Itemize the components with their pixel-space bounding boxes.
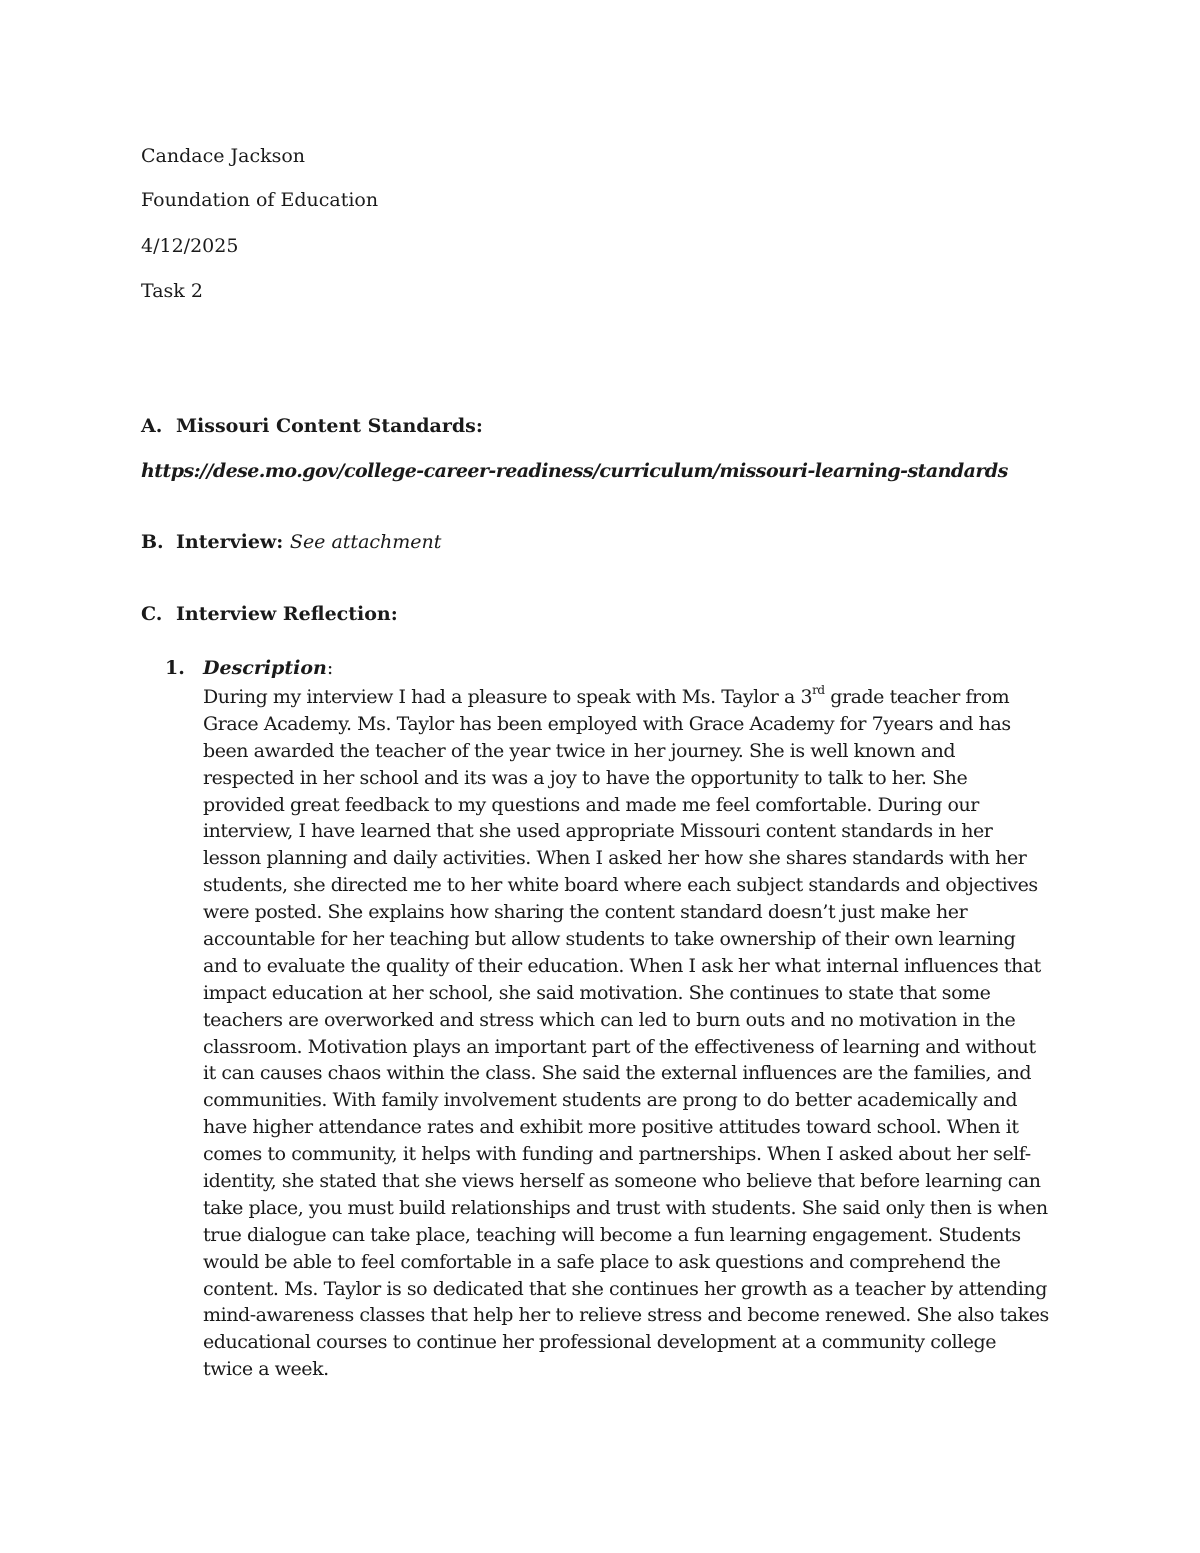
course-name: Foundation of Education (141, 189, 379, 211)
description-title: Description (203, 657, 327, 679)
description-number: 1. (165, 657, 185, 679)
paragraph-line: it can causes chaos within the class. She said the external influences are the families, and (203, 1062, 1032, 1085)
paragraph-line: been awarded the teacher of the year twice in her journey. She is well known and (203, 739, 956, 762)
paragraph-line: accountable for her teaching but allow students to take ownership of their own learning (203, 928, 1016, 951)
description-heading (165, 656, 333, 680)
paragraph-line: classroom. Motivation plays an important part of the effectiveness of learning and without (203, 1035, 1036, 1058)
paragraph-line: take place, you must build relationships and trust with students. She said only then is when (203, 1196, 1048, 1219)
paragraph-line: students, she directed me to her white board where each subject standards and objectives (203, 874, 1038, 897)
paragraph-line: mind-awareness classes that help her to relieve stress and become renewed. She also takes (203, 1304, 1049, 1327)
paragraph-line: During my interview I had a pleasure to speak with Ms. Taylor a 3rd grade teacher from (203, 682, 1010, 708)
paragraph-line: true dialogue can take place, teaching will become a fun learning engagement. Students (203, 1223, 1021, 1246)
paragraph-line: respected in her school and its was a joy to have the opportunity to talk to her. She (203, 766, 968, 789)
paragraph-line: and to evaluate the quality of their education. When I ask her what internal influences that (203, 954, 1041, 977)
paragraph-line: interview, I have learned that she used appropriate Missouri content standards in her (203, 820, 993, 843)
paragraph-line: content. Ms. Taylor is so dedicated that she continues her growth as a teacher by attending (203, 1277, 1047, 1300)
author-name: Candace Jackson (141, 145, 306, 167)
section-a-heading (141, 414, 483, 438)
paragraph-line: lesson planning and daily activities. When I asked her how she shares standards with her (203, 847, 1027, 870)
task-label: Task 2 (141, 280, 203, 302)
paragraph-line: would be able to feel comfortable in a safe place to ask questions and comprehend the (203, 1250, 1001, 1273)
section-a-letter: A. (141, 415, 163, 437)
section-c-letter: C. (141, 603, 163, 625)
ordinal-suffix: rd (812, 682, 825, 697)
description-colon: : (326, 657, 334, 679)
section-b-title: Interview: (176, 531, 284, 553)
section-b-heading (141, 530, 441, 554)
section-b-note: See attachment (289, 531, 442, 553)
paragraph-line: impact education at her school, she said motivation. She continues to state that some (203, 981, 991, 1004)
document-date: 4/12/2025 (141, 235, 239, 257)
paragraph-line: were posted. She explains how sharing the content standard doesn’t just make her (203, 901, 968, 924)
paragraph-line: educational courses to continue her professional development at a community college (203, 1331, 997, 1354)
section-b-letter: B. (141, 531, 164, 553)
standards-url: https://dese.mo.gov/college-career-readiness/curriculum/missouri-learning-standards (141, 460, 1008, 482)
description-paragraph (203, 684, 1063, 1383)
paragraph-line: identity, she stated that she views herself as someone who believe that before learning can (203, 1170, 1041, 1193)
paragraph-line: comes to community, it helps with funding and partnerships. When I asked about her self- (203, 1143, 1031, 1166)
paragraph-line: provided great feedback to my questions and made me feel comfortable. During our (203, 793, 979, 816)
paragraph-line: Grace Academy. Ms. Taylor has been employed with Grace Academy for 7years and has (203, 712, 1011, 735)
paragraph-line: communities. With family involvement students are prong to do better academically and (203, 1089, 1018, 1112)
section-a-title: Missouri Content Standards: (176, 415, 483, 437)
paragraph-line: teachers are overworked and stress which can led to burn outs and no motivation in the (203, 1008, 1016, 1031)
paragraph-line: twice a week. (203, 1358, 329, 1381)
section-c-heading (141, 602, 398, 626)
section-c-title: Interview Reflection: (176, 603, 398, 625)
paragraph-line: have higher attendance rates and exhibit more positive attitudes toward school. When it (203, 1116, 1019, 1139)
